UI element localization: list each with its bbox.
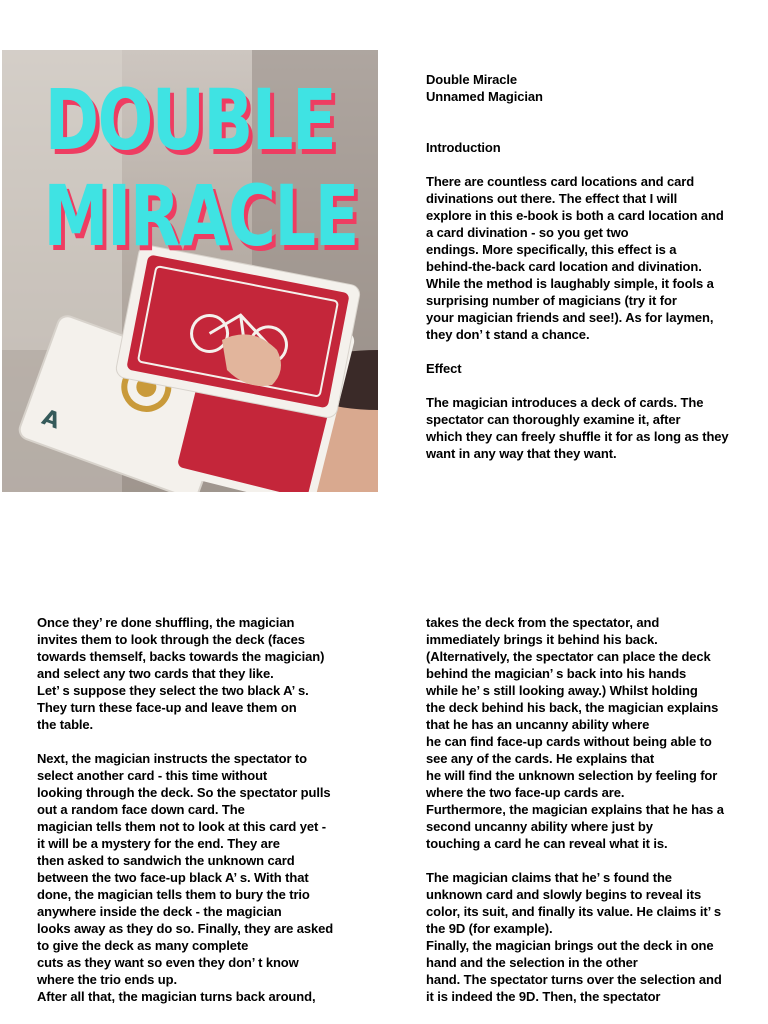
document-author: Unnamed Magician — [426, 89, 543, 104]
intro-heading: Introduction — [426, 140, 501, 155]
cover-image — [2, 50, 378, 492]
intro-column — [426, 139, 729, 462]
cover-title-line1: DOUBLE — [44, 71, 336, 169]
cover-title-line2: MIRACLE — [43, 167, 358, 265]
page2-left-column: Once they’ re done shuffling, the magician invites them to look through the deck (faces towards themself, backs towards the magician) and select any two cards that they like. Let’ s suppose they select the two black A’ s. They turn these face-up and leave them on the table. Next, the magician instructs the spectator to select another card - this time without looking through the deck. So the spectator pulls out a random face down card. The magician tells them not to look at this card yet - it will be a mystery for the end. They are then asked to sandwich the unknown card between the two face-up black A’ s. With that done, the magician tells them to bury the trio anywhere inside the deck - the magician looks away as they do so. Finally, they are asked to give the deck as many complete cuts as they want so even they don’ t know where the trio ends up. After all that, the magician turns back around, — [37, 615, 334, 1004]
intro-text: There are countless card locations and card divinations out there. The effect that I will explore in this e-book is both a card location and a card divination - so you get two endings. More specifically, this effect is a behind-the-back card location and divination. While the method is laughably simple, it fools a surprising number of magicians (try it for your magician friends and see!). As for laymen, they don’ t stand a chance. — [426, 174, 724, 342]
svg-text:A: A — [38, 405, 64, 435]
document-header — [426, 71, 543, 105]
document-title: Double Miracle — [426, 72, 518, 87]
effect-text: The magician introduces a deck of cards. The spectator can thoroughly examine it, after which they can freely shuffle it for as long as they want in any way that they want. — [426, 395, 729, 461]
effect-heading: Effect — [426, 361, 462, 376]
page2-right-column: takes the deck from the spectator, and immediately brings it behind his back. (Alternatively, the spectator can place the deck behind the magician’ s back into his hands while he’ s still looking away.) Whilst holding the deck behind his back, the magician explains that he has an uncanny ability where he can find face-up cards without being able to see any of the cards. He explains that he will find the unknown selection by feeling for where the two face-up cards are. Furthermore, the magician explains that he has a second uncanny ability where just by touching a card he can reveal what it is. The magician claims that he’ s found the unknown card and slowly begins to reveal its color, its suit, and finally its value. He claims it’ s the 9D (for example). Finally, the magician brings out the deck in one hand and the selection in the other hand. The spectator turns over the selection and it is indeed the 9D. Then, the spectator — [426, 615, 724, 1004]
